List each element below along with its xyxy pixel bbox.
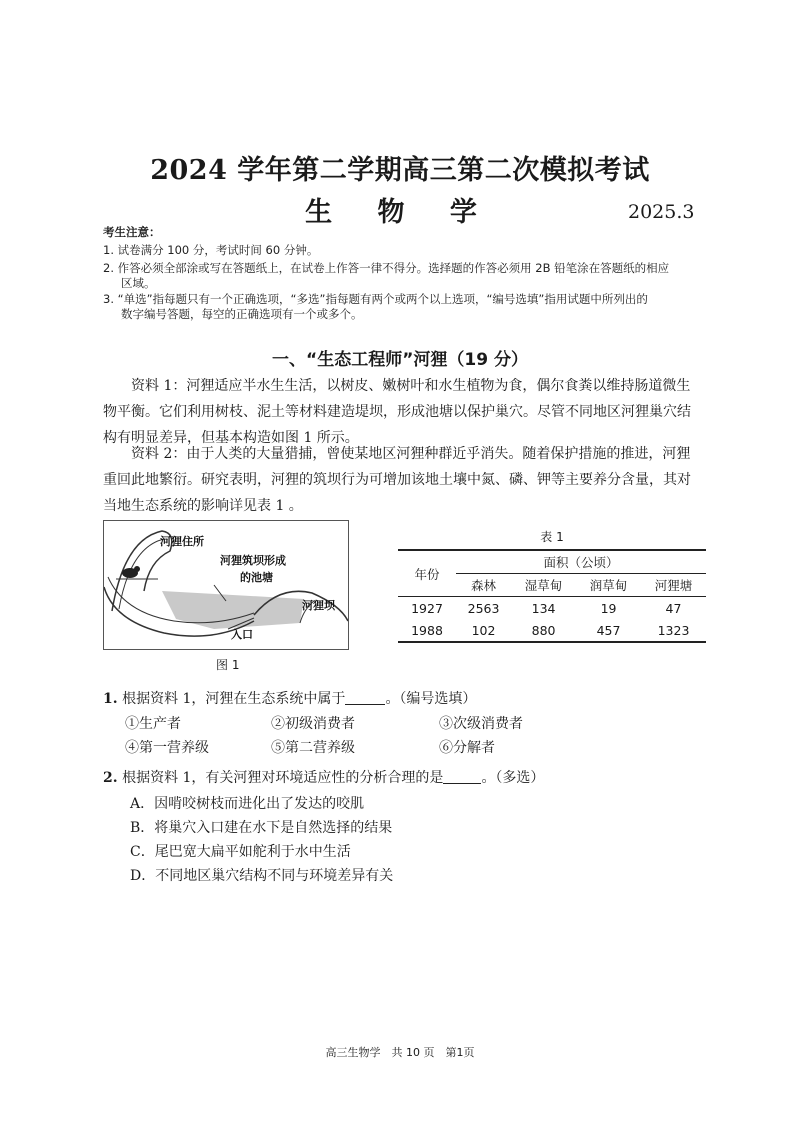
table-cell: 134 <box>531 600 556 616</box>
year-header: 年份 <box>398 550 456 597</box>
q1-option: ④第一营养级 <box>125 740 209 756</box>
area-group-header: 面积（公顷） <box>456 550 706 574</box>
notice-heading: 考生注意： <box>103 225 161 239</box>
table-1 <box>398 528 706 643</box>
notice-item: 3. “单选”指每题只有一个正确选项，“多选”指每题有两个或两个以上选项，“编号选填”指用试题中所列出的 <box>103 292 648 306</box>
beaver-head-icon <box>134 566 140 572</box>
question-stem: 根据资料 1，有关河狸对环境适应性的分析合理的是 <box>122 770 444 786</box>
beaver-lodge-diagram <box>104 521 348 649</box>
answer-blank[interactable] <box>443 769 481 784</box>
area-table <box>398 549 706 643</box>
material-2-line: 资料 2：由于人类的大量猎捕，曾使某地区河狸种群近乎消失。随着保护措施的推进，河狸 <box>131 446 691 462</box>
q2-option-c: C．尾巴宽大扁平如舵利于水中生活 <box>130 844 351 860</box>
question-2 <box>103 767 544 787</box>
figure-caption: 图 1 <box>216 658 240 672</box>
question-stem-end: 。（编号选填） <box>385 691 477 707</box>
question-1 <box>103 688 476 708</box>
q1-option: ③次级消费者 <box>439 716 523 732</box>
table-cell: 1323 <box>657 622 690 638</box>
table-cell: 47 <box>665 600 682 616</box>
page-footer: 高三生物学 共 10 页 第1页 <box>325 1046 475 1059</box>
question-number: 2. <box>103 770 118 786</box>
answer-blank[interactable] <box>345 690 385 705</box>
question-stem: 根据资料 1，河狸在生态系统中属于 <box>122 691 346 707</box>
material-1-line: 资料 1：河狸适应半水生生活，以树皮、嫩树叶和水生植物为食，偶尔食粪以维持肠道微生 <box>131 378 691 394</box>
exam-date: 2025.3 <box>628 201 695 223</box>
table-row <box>398 597 706 620</box>
exam-title: 2024 学年第二学期高三第二次模拟考试 <box>150 155 650 186</box>
q1-option: ①生产者 <box>125 716 181 732</box>
material-1-line: 物平衡。它们利用树枝、泥土等材料建造堤坝，形成池塘以保护巢穴。尽管不同地区河狸巢穴结 <box>103 404 691 420</box>
table-cell: 880 <box>531 622 556 638</box>
q2-option-a: A．因啃咬树枝而进化出了发达的咬肌 <box>130 796 365 812</box>
question-number: 1. <box>103 691 118 707</box>
table-cell: 102 <box>471 622 496 638</box>
column-header: 森林 <box>471 578 497 593</box>
q2-option-b: B．将巢穴入口建在水下是自然选择的结果 <box>130 820 393 836</box>
q1-option: ⑥分解者 <box>439 740 495 756</box>
section-heading: 一、“生态工程师”河狸（19 分） <box>272 350 528 370</box>
material-1-line: 构有明显差异，但基本构造如图 1 所示。 <box>103 430 359 446</box>
material-2-line: 重回此地繁衍。研究表明，河狸的筑坝行为可增加该地土壤中氮、磷、钾等主要养分含量，其对 <box>103 472 691 488</box>
table-cell-year: 1927 <box>411 600 443 616</box>
label-pond-1: 河狸筑坝形成 <box>220 554 286 567</box>
column-header: 湿草甸 <box>524 578 563 593</box>
table-cell: 19 <box>600 600 617 616</box>
table-title: 表 1 <box>540 530 564 544</box>
table-cell: 2563 <box>467 600 500 616</box>
label-home: 河狸住所 <box>160 535 204 548</box>
notice-item: 2. 作答必须全部涂或写在答题纸上，在试卷上作答一律不得分。选择题的作答必须用 2B 铅笔涂在答题纸的相应 <box>103 261 670 275</box>
notice-item: 数字编号答题，每空的正确选项有一个或多个。 <box>121 307 363 321</box>
table-row <box>398 619 706 642</box>
pond-water <box>162 591 304 629</box>
subject-title: 生 物 学 <box>305 197 495 228</box>
label-entrance: 入口 <box>231 628 253 641</box>
figure-beaver-lodge <box>103 520 349 650</box>
label-pond-2: 的池塘 <box>240 571 273 584</box>
material-2 <box>103 441 703 519</box>
column-header: 河狸塘 <box>654 578 693 593</box>
material-1 <box>103 373 703 451</box>
q2-option-d: D．不同地区巢穴结构不同与环境差异有关 <box>130 868 394 884</box>
q1-option: ②初级消费者 <box>271 716 355 732</box>
table-cell: 457 <box>596 622 621 638</box>
q1-option: ⑤第二营养级 <box>271 740 355 756</box>
column-header: 润草甸 <box>589 578 628 593</box>
label-dam: 河狸坝 <box>302 599 335 612</box>
question-stem-end: 。（多选） <box>481 770 545 786</box>
table-cell-year: 1988 <box>411 622 443 638</box>
material-2-line: 当地生态系统的影响详见表 1 。 <box>103 498 303 514</box>
notice-item: 区域。 <box>121 276 156 290</box>
notice-item: 1. 试卷满分 100 分，考试时间 60 分钟。 <box>103 243 319 257</box>
